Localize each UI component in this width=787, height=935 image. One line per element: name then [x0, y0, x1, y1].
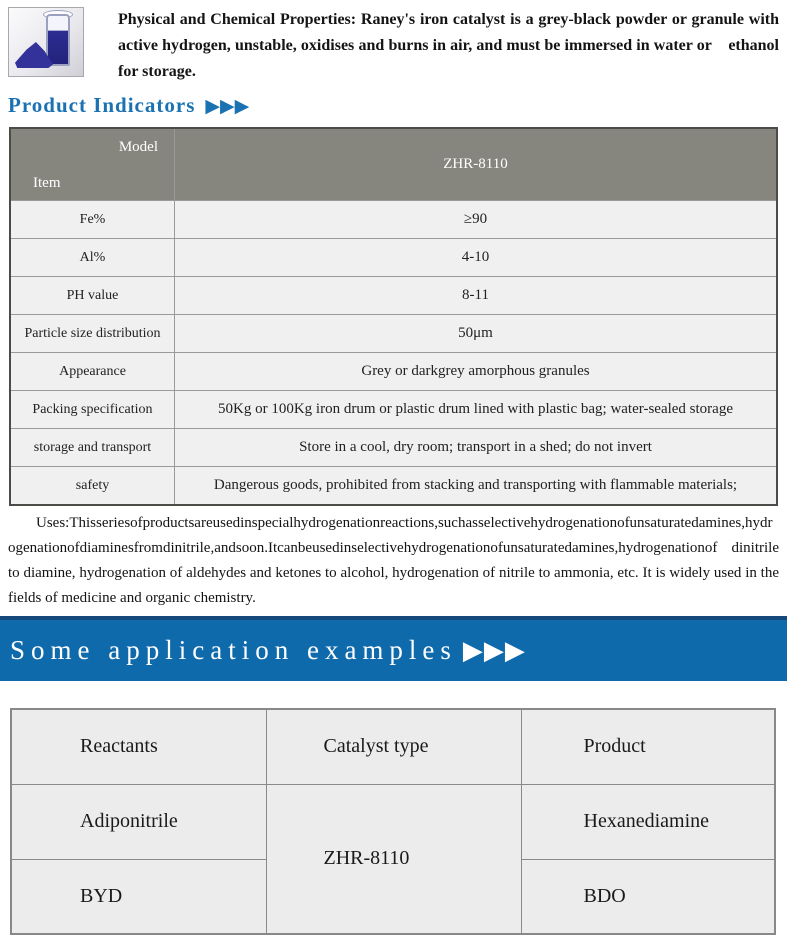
indicators-table	[9, 127, 778, 506]
indicators-header-row	[10, 128, 777, 201]
row-label: Fe%	[10, 201, 175, 239]
triple-arrow-icon: ▶▶▶	[462, 635, 526, 666]
examples-table	[10, 708, 776, 935]
uses-paragraph: Uses:Thisseriesofproductsareusedinspecialhydrogenationreactions,suchasselectivehydrogenationofunsaturatedamines,hydrogenationofdiaminesfromdinitrile,andsoon.Itcanbeusedinselectivehydrogenationofunsaturatedamines,hydrogenationof dinitrile to diamine, hydrogenation of aldehydes and ketones to alcohol, hydrogenation of nitrile to ammonia, etc. It is widely used in the fields of medicine and organic chemistry.	[8, 515, 779, 606]
table-row	[10, 391, 777, 429]
table-row	[10, 353, 777, 391]
item-label: Item	[33, 175, 61, 191]
row-label: Packing specification	[10, 391, 175, 429]
catalyst-sample-photo	[8, 7, 84, 77]
row-value: 4-10	[175, 239, 778, 277]
physical-properties-paragraph: Physical and Chemical Properties: Raney's iron catalyst is a grey-black powder or granule with active hydrogen, unstable, oxidises and burns in air, and must be immersed in water or ethanol for storage.	[118, 11, 783, 80]
model-value-header: ZHR-8110	[175, 128, 778, 201]
triple-arrow-icon: ▶▶▶	[205, 94, 250, 117]
reactants-header: Reactants	[11, 709, 266, 784]
row-value: 8-11	[175, 277, 778, 315]
table-row	[10, 201, 777, 239]
table-row	[10, 239, 777, 277]
row-value: 50μm	[175, 315, 778, 353]
table-row	[10, 429, 777, 467]
row-label: Al%	[10, 239, 175, 277]
catalyst-cell: ZHR-8110	[266, 784, 521, 934]
table-row	[10, 467, 777, 506]
catalyst-type-header: Catalyst type	[266, 709, 521, 784]
model-item-diagonal-cell	[10, 128, 175, 201]
product-indicators-title: Product Indicators	[8, 93, 196, 117]
row-label: PH value	[10, 277, 175, 315]
table-row	[11, 784, 775, 859]
row-label: storage and transport	[10, 429, 175, 467]
table-row	[10, 277, 777, 315]
row-value: Store in a cool, dry room; transport in a shed; do not invert	[175, 429, 778, 467]
model-label: Model	[118, 139, 158, 155]
application-examples-title: Some application examples	[10, 635, 457, 665]
table-row	[10, 315, 777, 353]
product-header: Product	[521, 709, 775, 784]
reactant-cell: Adiponitrile	[11, 784, 266, 859]
row-value: Grey or darkgrey amorphous granules	[175, 353, 778, 391]
row-label: Appearance	[10, 353, 175, 391]
examples-header-row	[11, 709, 775, 784]
row-label: Particle size distribution	[10, 315, 175, 353]
vial-shape	[46, 14, 70, 66]
reactant-cell: BYD	[11, 859, 266, 934]
row-value: ≥90	[175, 201, 778, 239]
row-label: safety	[10, 467, 175, 506]
row-value: 50Kg or 100Kg iron drum or plastic drum lined with plastic bag; water-sealed storage	[175, 391, 778, 429]
row-value: Dangerous goods, prohibited from stacking and transporting with flammable materials;	[175, 467, 778, 506]
product-cell: BDO	[521, 859, 775, 934]
product-indicators-heading	[8, 93, 787, 118]
application-examples-banner	[0, 616, 787, 681]
intro-section	[0, 0, 787, 85]
product-cell: Hexanediamine	[521, 784, 775, 859]
